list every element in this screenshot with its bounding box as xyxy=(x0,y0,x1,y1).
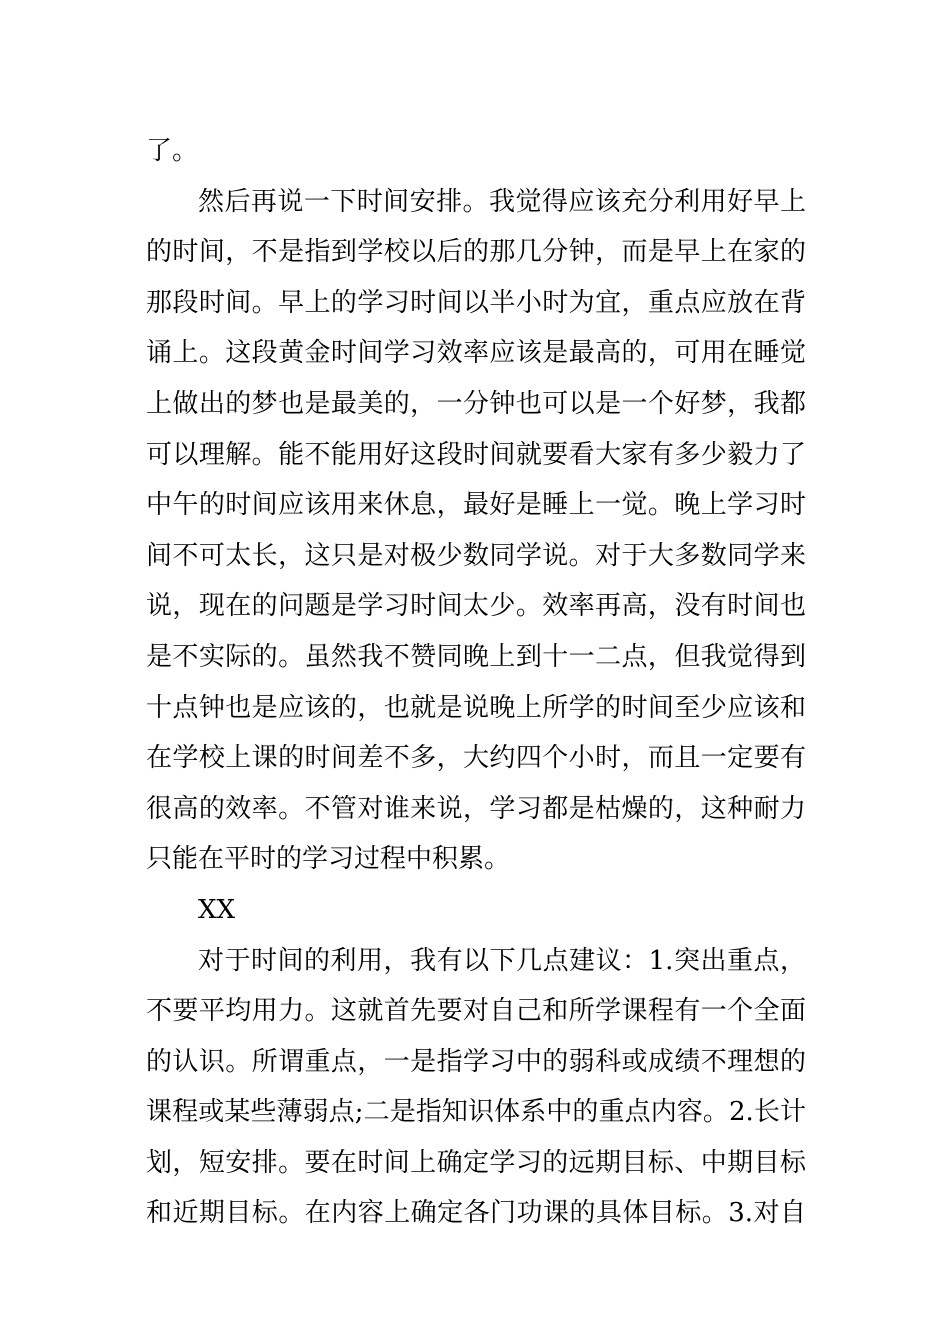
text-line-11: 是不实际的。虽然我不赞同晚上到十一二点，但我觉得到 xyxy=(146,641,806,672)
text-line-20: 课程或某些薄弱点;二是指知识体系中的重点内容。2.长计 xyxy=(146,1097,806,1128)
text-line-15: 只能在平时的学习过程中积累。 xyxy=(146,844,511,875)
text-line-1: 了。 xyxy=(146,136,199,166)
text-line-4: 那段时间。早上的学习时间以半小时为宜，重点应放在背 xyxy=(146,287,806,318)
text-line-18: 不要平均用力。这就首先要对自己和所学课程有一个全面 xyxy=(146,996,806,1027)
text-line-22: 和近期目标。在内容上确定各门功课的具体目标。3.对自 xyxy=(146,1198,806,1229)
text-line-6: 上做出的梦也是最美的，一分钟也可以是一个好梦，我都 xyxy=(146,388,806,419)
text-line-16: XX xyxy=(198,894,236,925)
text-line-8: 中午的时间应该用来休息，最好是睡上一觉。晚上学习时 xyxy=(146,490,806,521)
document-body xyxy=(146,126,806,1239)
text-line-10: 说，现在的问题是学习时间太少。效率再高，没有时间也 xyxy=(146,591,806,622)
text-line-19: 的认识。所谓重点，一是指学习中的弱科或成绩不理想的 xyxy=(146,1046,806,1077)
text-line-13: 在学校上课的时间差不多，大约四个小时，而且一定要有 xyxy=(146,743,806,774)
text-line-17: 对于时间的利用，我有以下几点建议：1.突出重点， xyxy=(198,945,806,976)
text-line-14: 很高的效率。不管对谁来说，学习都是枯燥的，这种耐力 xyxy=(146,793,806,824)
text-line-21: 划，短安排。要在时间上确定学习的远期目标、中期目标 xyxy=(146,1147,806,1178)
text-line-5: 诵上。这段黄金时间学习效率应该是最高的，可用在睡觉 xyxy=(146,338,806,369)
text-line-12: 十点钟也是应该的，也就是说晚上所学的时间至少应该和 xyxy=(146,692,806,723)
text-line-3: 的时间，不是指到学校以后的那几分钟，而是早上在家的 xyxy=(146,237,806,268)
text-line-9: 间不可太长，这只是对极少数同学说。对于大多数同学来 xyxy=(146,540,806,571)
text-line-2: 然后再说一下时间安排。我觉得应该充分利用好早上 xyxy=(198,186,806,217)
text-line-7: 可以理解。能不能用好这段时间就要看大家有多少毅力了 xyxy=(146,439,806,470)
